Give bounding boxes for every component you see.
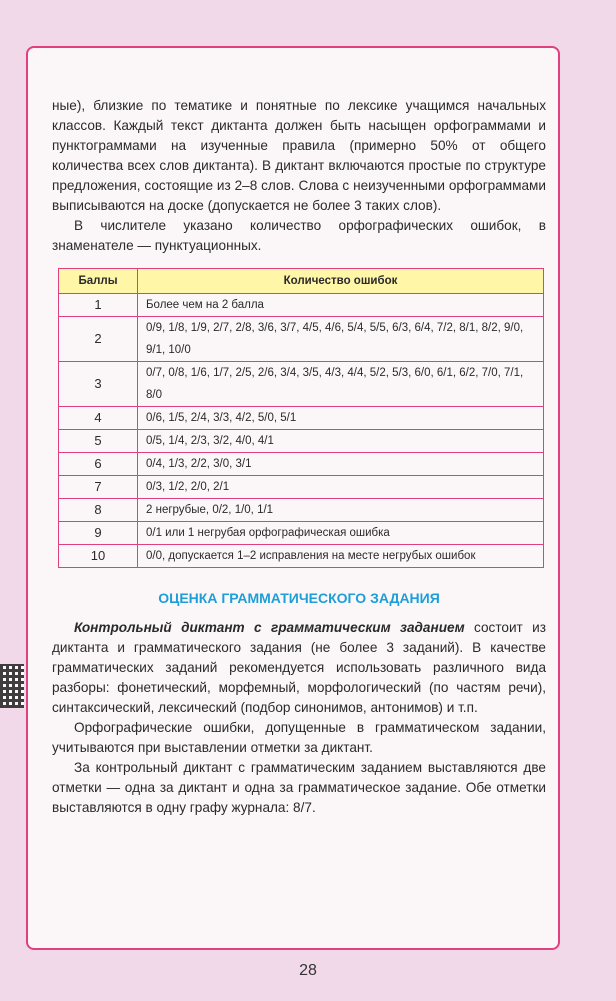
errors-cell: 2 негрубые, 0/2, 1/0, 1/1 bbox=[138, 499, 544, 522]
points-cell: 1 bbox=[59, 294, 138, 317]
errors-cell: 0/7, 0/8, 1/6, 1/7, 2/5, 2/6, 3/4, 3/5, 4/3, 4/4, 5/2, 5/3, 6/0, 6/1, 6/2, 7/0, 7/1, 8/0 bbox=[138, 362, 544, 407]
points-cell: 3 bbox=[59, 362, 138, 407]
points-cell: 5 bbox=[59, 430, 138, 453]
section-paragraph-3: За контрольный диктант с грамматическим заданием выставляются две отметки — одна за диктант и одна за грамматическое задание. Обе отметки выставляются в одну графу журнала: 8/7. bbox=[52, 760, 546, 815]
page-content bbox=[52, 96, 546, 818]
points-cell: 6 bbox=[59, 453, 138, 476]
points-cell: 2 bbox=[59, 317, 138, 362]
points-cell: 4 bbox=[59, 407, 138, 430]
table-row bbox=[59, 499, 544, 522]
section-paragraph-1-text: состоит из диктанта и грамматического задания (не более 3 заданий). В качестве грамматических заданий рекомендуется использовать различного вида разборы: фонетический, морфемный, морфологический (по частям речи), синтаксический, лексический (подбор синонимов, антонимов) и т.п. bbox=[52, 620, 547, 715]
table-row bbox=[59, 476, 544, 499]
page-number: 28 bbox=[299, 962, 317, 979]
table-row bbox=[59, 522, 544, 545]
qr-code bbox=[0, 664, 24, 708]
emphasis-term: Контрольный диктант с грамматическим заданием bbox=[74, 620, 465, 635]
intro-paragraph-1: ные), близкие по тематике и понятные по лексике учащимся начальных классов. Каждый текст диктанта должен быть насыщен орфограммами и пунктограммами на изученные правила (примерно 50% от общего количества всех слов диктанта). В диктант включаются простые по структуре предложения, состоящие из 2–8 слов. Слова с неизученными орфограммами выписываются на доске (допускается не более 3 таких слов). bbox=[52, 98, 546, 213]
table-row bbox=[59, 317, 544, 362]
section-paragraph-2: Орфографические ошибки, допущенные в грамматическом задании, учитываются при выставлении отметки за диктант. bbox=[52, 720, 546, 755]
table-row bbox=[59, 294, 544, 317]
errors-cell: 0/1 или 1 негрубая орфографическая ошибка bbox=[138, 522, 544, 545]
section-paragraph-1 bbox=[52, 618, 546, 718]
points-cell: 9 bbox=[59, 522, 138, 545]
points-cell: 7 bbox=[59, 476, 138, 499]
intro-paragraph-2: В числителе указано количество орфографических ошибок, в знаменателе — пунктуационных. bbox=[52, 218, 546, 253]
errors-cell: 0/9, 1/8, 1/9, 2/7, 2/8, 3/6, 3/7, 4/5, 4/6, 5/4, 5/5, 6/3, 6/4, 7/2, 8/1, 8/2, 9/0, 9/1, 10/0 bbox=[138, 317, 544, 362]
errors-cell: 0/3, 1/2, 2/0, 2/1 bbox=[138, 476, 544, 499]
table-row bbox=[59, 545, 544, 568]
errors-cell: 0/0, допускается 1–2 исправления на месте негрубых ошибок bbox=[138, 545, 544, 568]
table-body bbox=[59, 294, 544, 568]
header-errors: Количество ошибок bbox=[138, 269, 544, 294]
points-cell: 10 bbox=[59, 545, 138, 568]
errors-cell: 0/5, 1/4, 2/3, 3/2, 4/0, 4/1 bbox=[138, 430, 544, 453]
table-row bbox=[59, 430, 544, 453]
table-row bbox=[59, 362, 544, 407]
table-row bbox=[59, 453, 544, 476]
errors-cell: 0/4, 1/3, 2/2, 3/0, 3/1 bbox=[138, 453, 544, 476]
table-row bbox=[59, 407, 544, 430]
scores-table bbox=[58, 268, 544, 568]
errors-cell: 0/6, 1/5, 2/4, 3/3, 4/2, 5/0, 5/1 bbox=[138, 407, 544, 430]
section-title: ОЦЕНКА ГРАММАТИЧЕСКОГО ЗАДАНИЯ bbox=[158, 590, 440, 606]
errors-cell: Более чем на 2 балла bbox=[138, 294, 544, 317]
header-points: Баллы bbox=[59, 269, 138, 294]
table-header-row bbox=[59, 269, 544, 294]
points-cell: 8 bbox=[59, 499, 138, 522]
